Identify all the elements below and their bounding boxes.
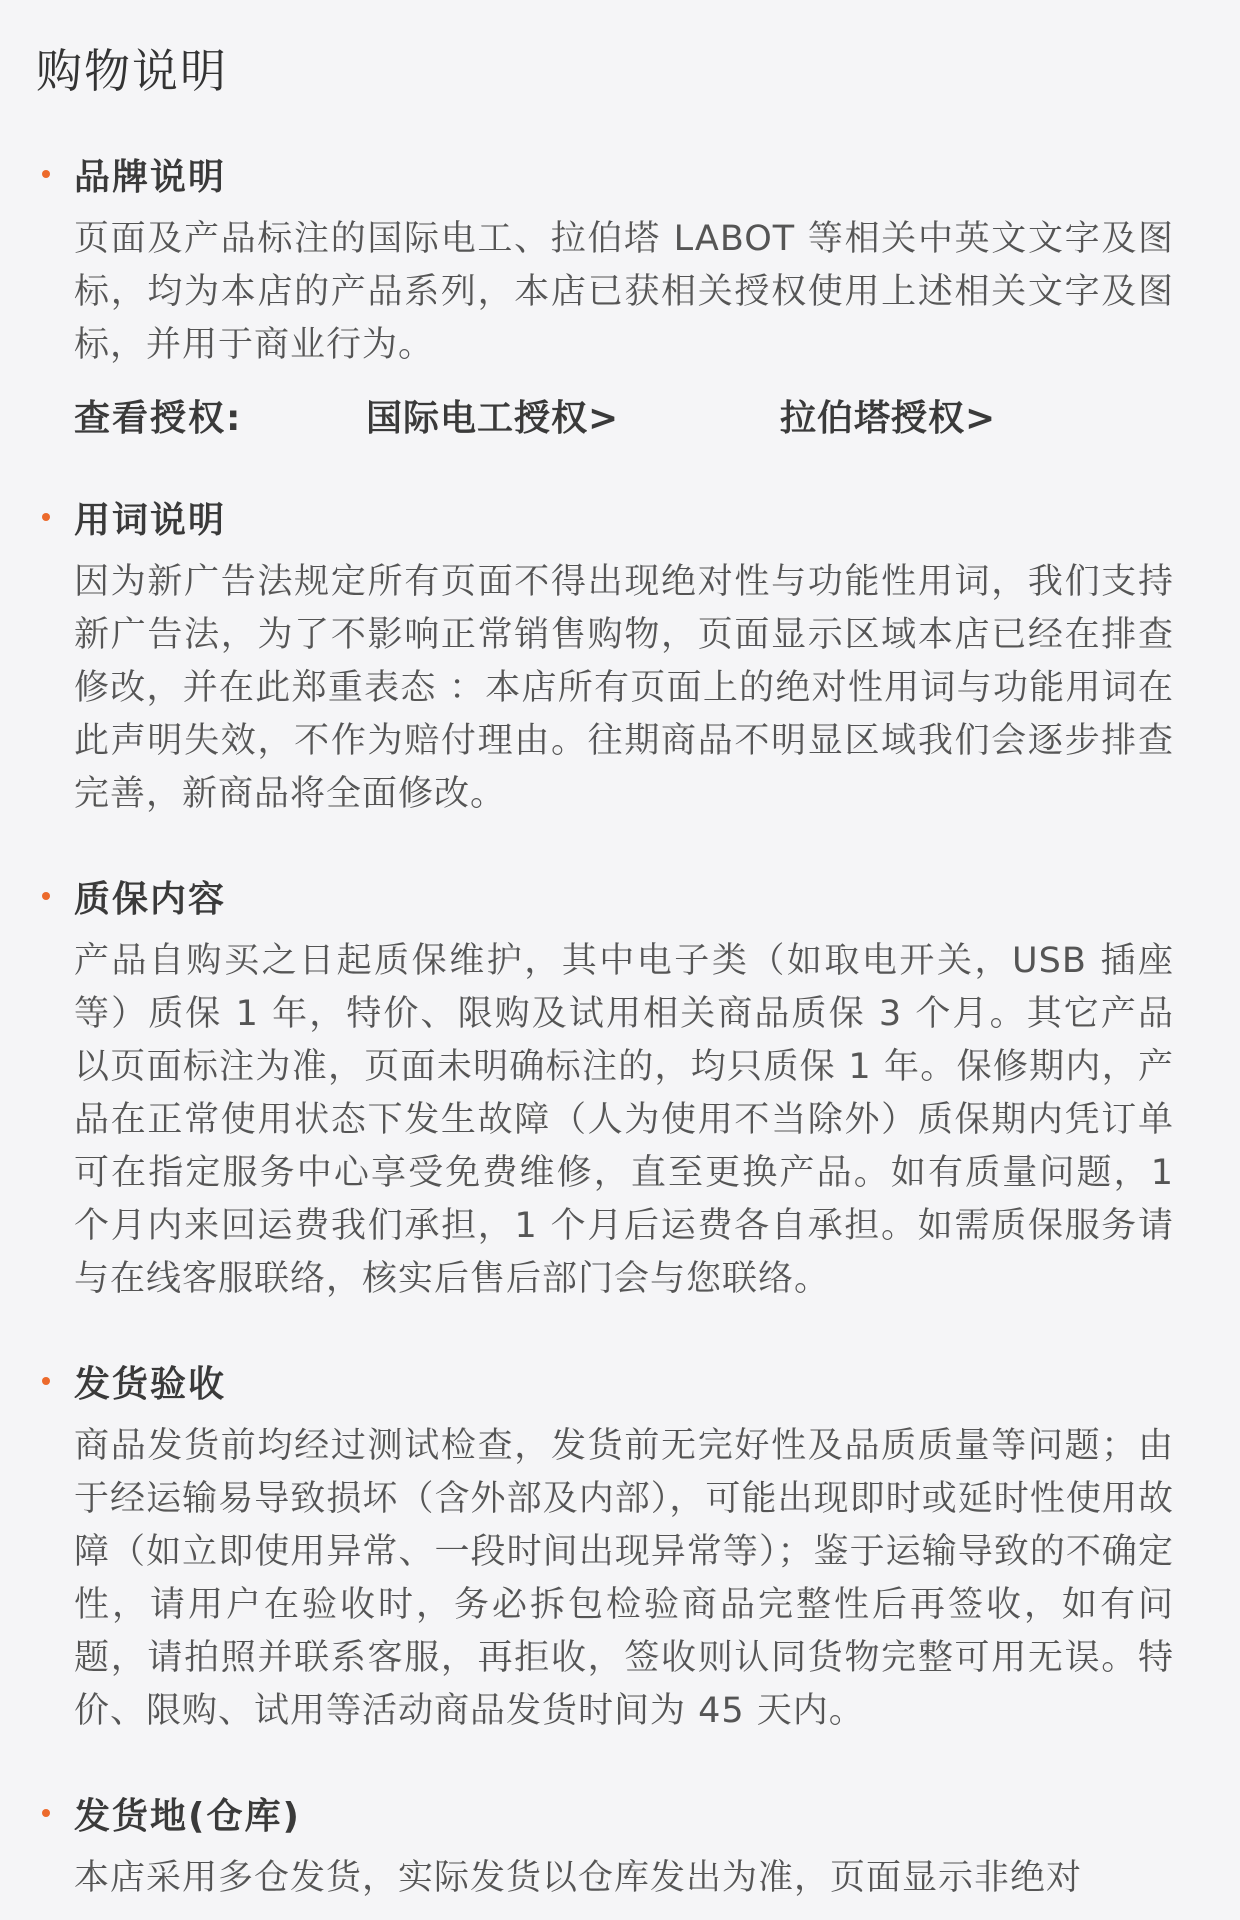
section-warehouse — [36, 1786, 1174, 1905]
authorization-label: 查看授权: — [74, 397, 243, 439]
section-title: 用词说明 — [74, 499, 227, 541]
bullet-dot-icon — [42, 1809, 50, 1817]
page-title: 购物说明 — [36, 44, 228, 98]
bullet-dot-icon — [42, 1377, 50, 1385]
section-header — [36, 1354, 1174, 1408]
section-warranty — [36, 869, 1174, 1306]
section-body: 页面及产品标注的国际电工、拉伯塔 LABOT 等相关中英文文字及图标，均为本店的产品系列，本店已获相关授权使用上述相关文字及图标，并用于商业行为。 — [74, 219, 1174, 366]
section-header — [36, 147, 1174, 201]
section-title: 发货验收 — [74, 1363, 227, 1405]
section-title: 品牌说明 — [74, 156, 227, 198]
bullet-dot-icon — [42, 170, 50, 178]
intl-electric-authorization-link[interactable]: 国际电工授权> — [366, 397, 620, 439]
section-wording — [36, 490, 1174, 821]
section-title: 发货地(仓库) — [74, 1795, 301, 1837]
section-header — [36, 490, 1174, 544]
labot-authorization-link[interactable]: 拉伯塔授权> — [780, 397, 997, 439]
section-header — [36, 869, 1174, 923]
section-shipping-inspection — [36, 1354, 1174, 1738]
section-body: 产品自购买之日起质保维护，其中电子类（如取电开关，USB 插座等）质保 1 年，特价、限购及试用相关商品质保 3 个月。其它产品以页面标注为准，页面未明确标注的，均只质保 1 年。保修期内，产品在正常使用状态下发生故障（人为使用不当除外）质保期内凭订单可在指定服务中心享受免费维修，直至更换产品。如有质量问题，1 个月内来回运费我们承担，1 个月后运费各自承担。如需质保服务请与在线客服联络，核实后售后部门会与您联络。 — [74, 941, 1174, 1300]
section-brand — [36, 147, 1174, 442]
section-header — [36, 1786, 1174, 1840]
bullet-dot-icon — [42, 892, 50, 900]
section-body: 本店采用多仓发货，实际发货以仓库发出为准，页面显示非绝对 — [74, 1858, 1083, 1899]
section-body: 因为新广告法规定所有页面不得出现绝对性与功能性用词，我们支持新广告法，为了不影响正常销售购物，页面显示区域本店已经在排查修改，并在此郑重表态 ：本店所有页面上的绝对性用词与功能用词在此声明失效，不作为赔付理由。往期商品不明显区域我们会逐步排查完善，新商品将全面修改。 — [74, 562, 1174, 815]
section-title: 质保内容 — [74, 878, 227, 920]
bullet-dot-icon — [42, 513, 50, 521]
authorization-row — [74, 388, 1174, 442]
section-body: 商品发货前均经过测试检查，发货前无完好性及品质质量等问题；由于经运输易导致损坏（含外部及内部），可能出现即时或延时性使用故障（如立即使用异常、一段时间出现异常等）；鉴于运输导致的不确定性，请用户在验收时，务必拆包检验商品完整性后再签收，如有问题，请拍照并联系客服，再拒收，签收则认同货物完整可用无误。特价、限购、试用等活动商品发货时间为 45 天内。 — [74, 1426, 1174, 1732]
